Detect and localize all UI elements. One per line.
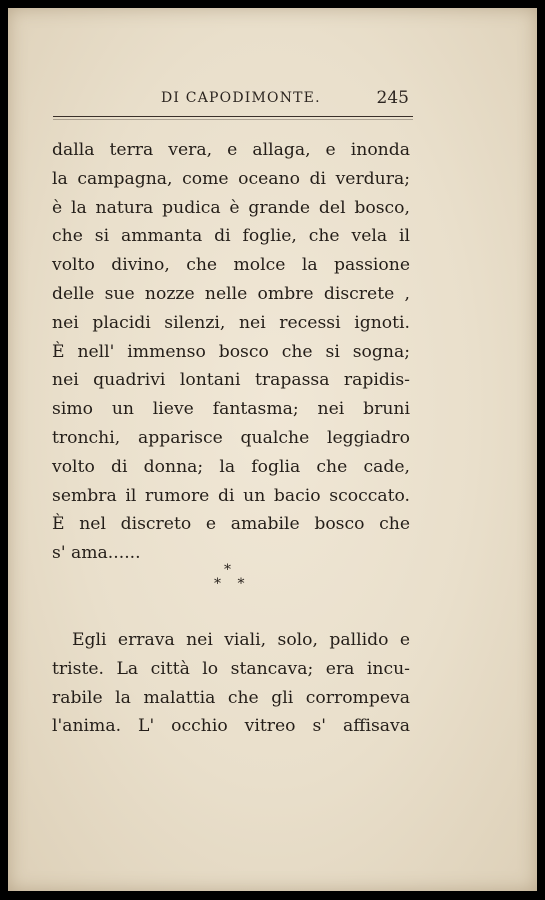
separator-star-bottom: * * (214, 576, 251, 592)
text-line: che si ammanta di foglie, che vela il (52, 226, 410, 247)
book-page (8, 8, 537, 891)
separator-star-top: * (224, 562, 231, 578)
page-header (8, 90, 537, 116)
section-separator (8, 562, 537, 602)
text-line: simo un lieve fantasma; nei bruni (52, 399, 410, 420)
paragraph-1 (52, 136, 410, 568)
header-rule (53, 116, 413, 117)
text-line: è la natura pudica è grande del bosco, (52, 197, 410, 218)
text-line: l'anima. L' occhio vitreo s' affisava (52, 716, 410, 737)
text-line: tronchi, apparisce qualche leggiadro (52, 427, 410, 448)
text-line: la campagna, come oceano di verdura; (52, 168, 410, 189)
text-line: dalla terra vera, e allaga, e inonda (52, 140, 410, 160)
text-line: È nel discreto e amabile bosco che (52, 514, 410, 535)
page-number: 245 (376, 88, 409, 108)
paragraph-2 (52, 626, 410, 741)
text-line: volto divino, che molce la passione (52, 255, 410, 276)
running-title: DI CAPODIMONTE. (161, 90, 321, 106)
header-rule-shadow (53, 119, 413, 120)
text-line: rabile la malattia che gli corrompeva (52, 687, 410, 708)
text-line: volto di donna; la foglia che cade, (52, 456, 410, 477)
text-line: Egli errava nei viali, solo, pallido e (72, 630, 410, 650)
text-line: nei quadrivi lontani trapassa rapidis- (52, 370, 410, 391)
text-line: È nell' immenso bosco che si sogna; (52, 341, 410, 362)
text-line: triste. La città lo stancava; era incu- (52, 658, 410, 679)
text-line: sembra il rumore di un bacio scoccato. (52, 485, 410, 506)
text-line: nei placidi silenzi, nei recessi ignoti. (52, 312, 410, 333)
text-line: s' ama...... (52, 543, 141, 564)
text-line: delle sue nozze nelle ombre discrete , (52, 283, 410, 304)
